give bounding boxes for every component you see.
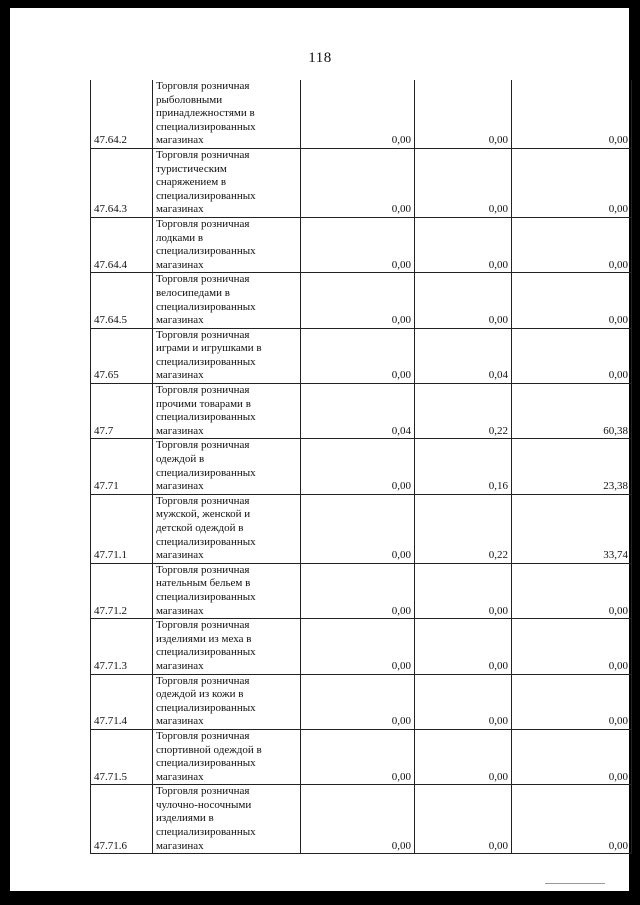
activity-code: 47.71 xyxy=(91,439,153,494)
activity-name xyxy=(153,80,301,148)
activity-name-line: специализированных xyxy=(156,189,256,202)
scan-border-left xyxy=(0,0,10,905)
activity-name-line: принадлежностями в xyxy=(156,107,255,120)
activity-name xyxy=(153,148,301,217)
scan-border-bottom xyxy=(0,891,640,905)
value-column-2: 0,04 xyxy=(415,328,512,383)
activity-code: 47.71.6 xyxy=(91,785,153,854)
value-column-3: 0,00 xyxy=(512,674,632,729)
value-column-2: 0,16 xyxy=(415,439,512,494)
value-column-1: 0,00 xyxy=(301,439,415,494)
activity-name-line: специализированных xyxy=(156,646,256,659)
table-row xyxy=(91,619,632,674)
activity-name-line: специализированных xyxy=(156,411,256,424)
table-row xyxy=(91,273,632,328)
activity-name-line: магазинах xyxy=(156,549,204,562)
value-column-2: 0,00 xyxy=(415,273,512,328)
footer-mark xyxy=(545,883,605,884)
table-row xyxy=(91,563,632,618)
activity-name-line: Торговля розничная xyxy=(156,328,250,341)
table-row xyxy=(91,384,632,439)
activity-name-line: Торговля розничная xyxy=(156,785,250,798)
value-column-2: 0,00 xyxy=(415,80,512,148)
activity-name-line: магазинах xyxy=(156,134,204,147)
activity-name xyxy=(153,328,301,383)
activity-name xyxy=(153,563,301,618)
activity-name-line: спортивной одеждой в xyxy=(156,743,262,756)
activity-name-line: специализированных xyxy=(156,355,256,368)
page-number: 118 xyxy=(308,50,332,66)
value-column-3: 0,00 xyxy=(512,273,632,328)
table-row xyxy=(91,729,632,784)
activity-name-line: специализированных xyxy=(156,826,256,839)
activity-name-line: играми и игрушками в xyxy=(156,342,262,355)
activity-name-line: магазинах xyxy=(156,424,204,437)
activity-name-line: специализированных xyxy=(156,245,256,258)
table-row xyxy=(91,674,632,729)
activity-name-line: лодками в xyxy=(156,231,204,244)
activity-name xyxy=(153,785,301,854)
activity-name-line: специализированных xyxy=(156,757,256,770)
activity-name-line: магазинах xyxy=(156,604,204,617)
value-column-3: 23,38 xyxy=(512,439,632,494)
value-column-3: 60,38 xyxy=(512,384,632,439)
activity-name-line: чулочно-носочными xyxy=(156,798,252,811)
activity-name-line: специализированных xyxy=(156,701,256,714)
activity-code: 47.64.4 xyxy=(91,217,153,272)
value-column-1: 0,00 xyxy=(301,785,415,854)
value-column-1: 0,00 xyxy=(301,273,415,328)
activity-name-line: Торговля розничная xyxy=(156,384,250,397)
scan-border-top xyxy=(0,0,640,8)
activity-name-line: Торговля розничная xyxy=(156,273,250,286)
activity-name-line: Торговля розничная xyxy=(156,729,250,742)
value-column-2: 0,00 xyxy=(415,563,512,618)
value-column-1: 0,00 xyxy=(301,494,415,563)
value-column-1: 0,00 xyxy=(301,148,415,217)
activity-name-line: магазинах xyxy=(156,203,204,216)
value-column-1: 0,00 xyxy=(301,729,415,784)
activity-code: 47.64.2 xyxy=(91,80,153,148)
activity-name xyxy=(153,273,301,328)
value-column-3: 0,00 xyxy=(512,785,632,854)
value-column-3: 0,00 xyxy=(512,148,632,217)
table-row xyxy=(91,148,632,217)
activity-name-line: магазинах xyxy=(156,839,204,852)
activity-name-line: туристическим xyxy=(156,162,227,175)
activity-name xyxy=(153,729,301,784)
activity-name-line: магазинах xyxy=(156,715,204,728)
table-row xyxy=(91,80,632,148)
value-column-3: 0,00 xyxy=(512,563,632,618)
table-row xyxy=(91,439,632,494)
table-row xyxy=(91,328,632,383)
activity-name-line: магазинах xyxy=(156,770,204,783)
activity-name xyxy=(153,619,301,674)
value-column-1: 0,00 xyxy=(301,328,415,383)
value-column-1: 0,00 xyxy=(301,563,415,618)
activity-name-line: Торговля розничная xyxy=(156,494,250,507)
activity-code: 47.71.4 xyxy=(91,674,153,729)
value-column-2: 0,00 xyxy=(415,785,512,854)
activity-code: 47.71.1 xyxy=(91,494,153,563)
activity-name-line: одеждой в xyxy=(156,453,205,466)
activity-name-line: специализированных xyxy=(156,535,256,548)
activity-name-line: магазинах xyxy=(156,369,204,382)
value-column-2: 0,00 xyxy=(415,619,512,674)
activity-code: 47.65 xyxy=(91,328,153,383)
activity-name-line: Торговля розничная xyxy=(156,80,250,92)
activity-name xyxy=(153,674,301,729)
activity-name-line: велосипедами в xyxy=(156,286,230,299)
activity-code: 47.7 xyxy=(91,384,153,439)
table-row xyxy=(91,494,632,563)
activity-name-line: специализированных xyxy=(156,120,256,133)
activity-name-line: Торговля розничная xyxy=(156,674,250,687)
table-row xyxy=(91,785,632,854)
activity-name-line: мужской, женской и xyxy=(156,508,251,521)
activity-code: 47.64.3 xyxy=(91,148,153,217)
value-column-1: 0,00 xyxy=(301,80,415,148)
value-column-3: 0,00 xyxy=(512,80,632,148)
activity-name xyxy=(153,217,301,272)
activity-name-line: детской одеждой в xyxy=(156,522,244,534)
value-column-3: 0,00 xyxy=(512,619,632,674)
activity-name-line: магазинах xyxy=(156,659,204,672)
activity-code: 47.71.2 xyxy=(91,563,153,618)
activity-name-line: Торговля розничная xyxy=(156,148,250,161)
activity-name-line: Торговля розничная xyxy=(156,217,250,230)
activity-name-line: Торговля розничная xyxy=(156,439,250,452)
activity-name-line: магазинах xyxy=(156,258,204,271)
value-column-3: 33,74 xyxy=(512,494,632,563)
value-column-1: 0,00 xyxy=(301,217,415,272)
activity-name-line: нательным бельем в xyxy=(156,577,251,590)
activity-name-line: снаряжением в xyxy=(156,176,227,189)
activity-name-line: специализированных xyxy=(156,590,256,603)
activity-name-line: рыболовными xyxy=(156,93,223,106)
activity-name-line: Торговля розничная xyxy=(156,563,250,576)
value-column-3: 0,00 xyxy=(512,328,632,383)
value-column-3: 0,00 xyxy=(512,217,632,272)
value-column-1: 0,00 xyxy=(301,619,415,674)
value-column-1: 0,00 xyxy=(301,674,415,729)
activity-name-line: специализированных xyxy=(156,300,256,313)
activity-name-line: изделиями в xyxy=(156,812,214,825)
activity-table xyxy=(90,80,632,854)
value-column-2: 0,00 xyxy=(415,217,512,272)
value-column-2: 0,22 xyxy=(415,494,512,563)
value-column-2: 0,00 xyxy=(415,148,512,217)
value-column-2: 0,00 xyxy=(415,729,512,784)
activity-code: 47.71.3 xyxy=(91,619,153,674)
activity-name-line: одеждой из кожи в xyxy=(156,688,244,701)
table-body xyxy=(91,80,632,854)
table-row xyxy=(91,217,632,272)
value-column-3: 0,00 xyxy=(512,729,632,784)
activity-name-line: Торговля розничная xyxy=(156,619,250,632)
activity-name xyxy=(153,384,301,439)
activity-name xyxy=(153,494,301,563)
activity-name-line: прочими товарами в xyxy=(156,397,251,410)
value-column-2: 0,22 xyxy=(415,384,512,439)
activity-code: 47.71.5 xyxy=(91,729,153,784)
value-column-2: 0,00 xyxy=(415,674,512,729)
activity-name-line: изделиями из меха в xyxy=(156,632,252,645)
activity-code: 47.64.5 xyxy=(91,273,153,328)
activity-name xyxy=(153,439,301,494)
activity-name-line: магазинах xyxy=(156,480,204,493)
activity-name-line: магазинах xyxy=(156,314,204,327)
value-column-1: 0,04 xyxy=(301,384,415,439)
activity-name-line: специализированных xyxy=(156,466,256,479)
